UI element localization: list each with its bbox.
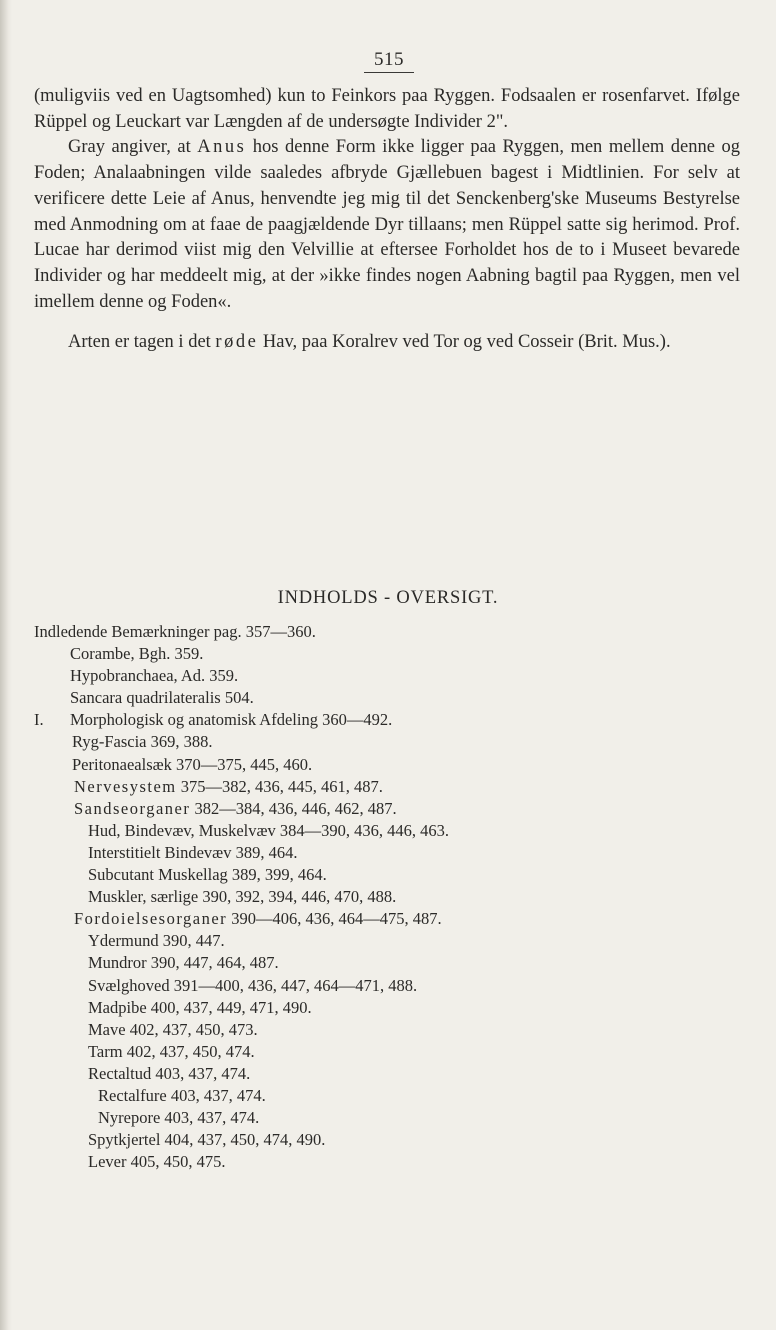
body-text	[34, 84, 740, 356]
toc-entry-fordoielse	[34, 908, 754, 930]
toc-entry-interstitielt: Interstitielt Bindevæv 389, 464.	[88, 842, 298, 862]
nervesystem-pages: 375—382, 436, 445, 461, 487.	[176, 776, 383, 796]
toc-entry-rectaltud: Rectaltud 403, 437, 474.	[88, 1063, 251, 1083]
paragraph-3-rest: Hav, paa Koralrev ved Tor og ved Cosseir (Brit. Mus.).	[258, 332, 671, 353]
page-number: 515	[364, 49, 414, 73]
page-edge	[0, 0, 12, 1330]
toc-entry-hypobranchaea: Hypobranchaea, Ad. 359.	[70, 666, 239, 686]
paragraph-3-start: Arten er tagen i det	[68, 332, 216, 353]
toc-entry-tarm: Tarm 402, 437, 450, 474.	[88, 1041, 255, 1061]
toc-entry-subcutant: Subcutant Muskellag 389, 399, 464.	[88, 865, 327, 885]
toc-entry-ydermund: Ydermund 390, 447.	[88, 931, 225, 951]
toc-entry-intro: Indledende Bemærkninger pag. 357—360.	[34, 622, 316, 641]
section-roman-numeral: I.	[34, 710, 44, 730]
spaced-word-anus: Anus	[197, 137, 247, 158]
toc-entry-rectalfure: Rectalfure 403, 437, 474.	[98, 1085, 266, 1105]
toc-entry-nervesystem	[34, 776, 754, 798]
toc-entry-peritonaeal: Peritonaealsæk 370—375, 445, 460.	[72, 754, 313, 774]
toc-entry-sancara: Sancara quadrilateralis 504.	[70, 688, 254, 708]
toc-entry-corambe: Corambe, Bgh. 359.	[70, 644, 204, 664]
sandseorganer-pages: 382—384, 436, 446, 462, 487.	[190, 798, 397, 818]
paragraph-1: (muligviis ved en Uagtsomhed) kun to Feinkors paa Ryggen. Fodsaalen er rosenfarvet. Ifølge Rüppel og Leuckart var Længden af de undersøgte Individer 2".	[34, 86, 740, 132]
toc-entry-madpibe: Madpibe 400, 437, 449, 471, 490.	[88, 997, 312, 1017]
toc-entry-svaelghoved: Svælghoved 391—400, 436, 447, 464—471, 488.	[88, 975, 418, 995]
nervesystem-label: Nervesystem	[74, 776, 177, 796]
fordoielse-pages: 390—406, 436, 464—475, 487.	[227, 909, 442, 929]
toc-entry-mundror: Mundror 390, 447, 464, 487.	[88, 953, 279, 973]
paragraph-2-rest: hos denne Form ikke ligger paa Ryggen, men mellem denne og Foden; Analaabningen vilde saaledes afbryde Gjællebuen bagest i Midtlinien. For selv at verificere dette Leie af Anus, henvendte jeg mig til det Senckenberg'ske Museums Bestyrelse med Anmodning om at faae de paagjældende Dyr tillaans; men Rüppel satte sig herimod. Prof. Lucae har derimod viist mig den Velvillie at eftersee Forholdet hos de to i Museet bevarede Individer og har meddeelt mig, at der »ikke findes nogen Aabning bagtil paa Ryggen, men vel imellem denne og Foden«.	[34, 137, 740, 312]
toc-entry-section-I	[34, 709, 754, 731]
paragraph-2	[34, 135, 740, 315]
toc-entry-ryg-fascia: Ryg-Fascia 369, 388.	[72, 732, 213, 752]
toc-entry-spytkjertel: Spytkjertel 404, 437, 450, 474, 490.	[88, 1130, 326, 1150]
section-I-text: Morphologisk og anatomisk Afdeling 360—492.	[70, 710, 393, 730]
sandseorganer-label: Sandseorganer	[74, 798, 191, 818]
toc-entry-sandseorganer	[34, 798, 754, 820]
toc-entry-lever: Lever 405, 450, 475.	[88, 1152, 226, 1172]
toc-entry-nyrepore: Nyrepore 403, 437, 474.	[98, 1108, 260, 1128]
toc-entry-hud: Hud, Bindevæv, Muskelvæv 384—390, 436, 446, 463.	[88, 820, 450, 840]
fordoielse-label: Fordoielsesorganer	[74, 909, 228, 929]
toc-title: INDHOLDS - OVERSIGT.	[277, 588, 499, 608]
paragraph-3	[34, 330, 740, 356]
spaced-word-rode: røde	[215, 332, 259, 353]
toc-entry-mave: Mave 402, 437, 450, 473.	[88, 1019, 258, 1039]
paragraph-2-start: Gray angiver, at	[68, 137, 198, 158]
table-of-contents	[34, 621, 754, 1173]
toc-entry-muskler: Muskler, særlige 390, 392, 394, 446, 470, 488.	[88, 887, 397, 907]
